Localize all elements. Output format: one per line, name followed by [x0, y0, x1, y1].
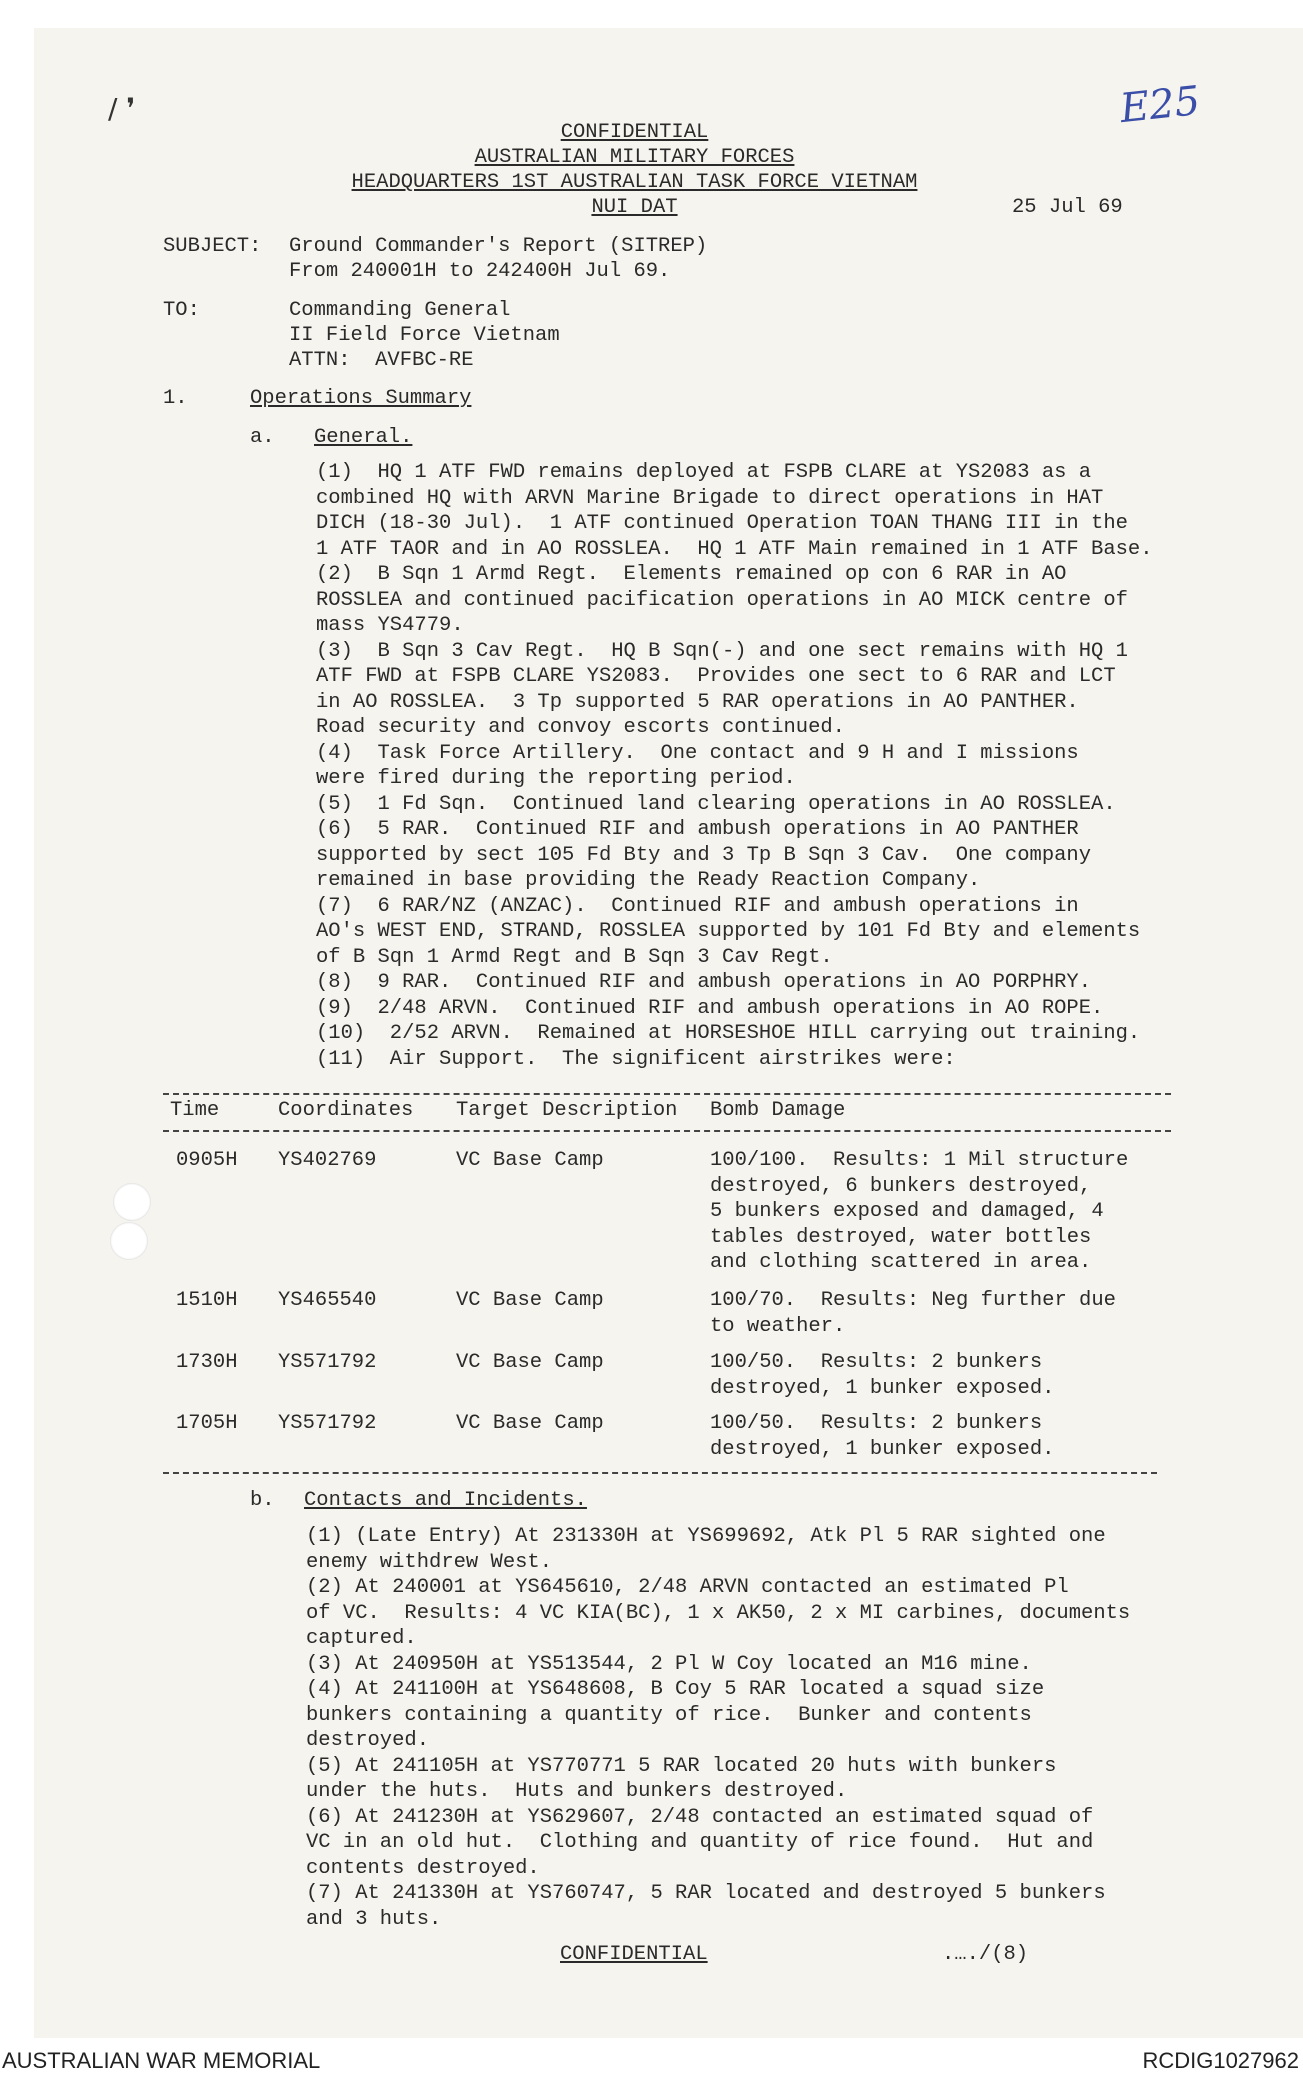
contacts-number: b. [250, 1489, 275, 1512]
cell-damage-line: 5 bunkers exposed and damaged, 4 [710, 1200, 1104, 1223]
general-title: General. [314, 426, 413, 449]
ink-mark: / ❜ [108, 92, 136, 125]
general-line: (8) 9 RAR. Continued RIF and ambush operations in AO PORPHRY. [316, 971, 1092, 994]
general-line: in AO ROSSLEA. 3 Tp supported 5 RAR operations in AO PANTHER. [316, 690, 1079, 714]
hq-name: HEADQUARTERS 1ST AUSTRALIAN TASK FORCE VIETNAM [351, 171, 918, 194]
table-header-rule [163, 1130, 1171, 1132]
general-line: (7) 6 RAR/NZ (ANZAC). Continued RIF and ambush operations in [316, 894, 1079, 918]
cell-coordinates: YS571792 [278, 1351, 377, 1374]
general-line: ATF FWD at FSPB CLARE YS2083. Provides one sect to 6 RAR and LCT [316, 665, 1116, 688]
contacts-line: (6) At 241230H at YS629607, 2/48 contacted an estimated squad of [306, 1805, 1094, 1829]
cell-target: VC Base Camp [456, 1412, 604, 1435]
to-label: TO: [163, 299, 200, 322]
cell-damage-line: destroyed, 1 bunker exposed. [710, 1437, 1055, 1461]
cell-damage-line: 100/100. Results: 1 Mil structure [710, 1149, 1129, 1172]
contacts-line: (1) (Late Entry) At 231330H at YS699692, Atk Pl 5 RAR sighted one [306, 1525, 1106, 1548]
contacts-line: (5) At 241105H at YS770771 5 RAR located 20 huts with bunkers [306, 1754, 1057, 1778]
continuation-marker: .…./(8) [942, 1943, 1029, 1966]
col-header-coordinates: Coordinates [278, 1099, 414, 1122]
subject-line-2: From 240001H to 242400H Jul 69. [289, 260, 671, 283]
general-line: combined HQ with ARVN Marine Brigade to direct operations in HAT [316, 486, 1104, 510]
contacts-line: enemy withdrew West. [306, 1550, 553, 1574]
general-line: mass YS4779. [316, 614, 464, 637]
table-bottom-rule [163, 1472, 1157, 1474]
cell-damage-line: 100/50. Results: 2 bunkers [710, 1412, 1043, 1435]
general-line: 1 ATF TAOR and in AO ROSSLEA. HQ 1 ATF Main remained in 1 ATF Base. [316, 537, 1153, 561]
general-line: were fired during the reporting period. [316, 767, 796, 790]
cell-time: 0905H [176, 1149, 238, 1172]
contacts-line: (4) At 241100H at YS648608, B Coy 5 RAR located a squad size [306, 1678, 1045, 1701]
general-line: (11) Air Support. The significent airstrikes were: [316, 1047, 956, 1071]
archive-id: RCDIG1027962 [1142, 2048, 1299, 2073]
contacts-line: (3) At 240950H at YS513544, 2 Pl W Coy located an M16 mine. [306, 1652, 1032, 1676]
cell-target: VC Base Camp [456, 1149, 604, 1172]
contacts-line: and 3 huts. [306, 1907, 442, 1931]
contacts-line: bunkers containing a quantity of rice. Bunker and contents [306, 1703, 1032, 1727]
general-line: Road security and convoy escorts continued. [316, 716, 845, 739]
cell-damage-line: destroyed, 1 bunker exposed. [710, 1376, 1055, 1400]
punch-hole-top [110, 1222, 148, 1260]
to-line-3: ATTN: AVFBC-RE [289, 349, 474, 372]
handwritten-reference: E25 [1117, 77, 1203, 133]
general-line: ROSSLEA and continued pacification operations in AO MICK centre of [316, 588, 1128, 612]
cell-damage-line: 100/50. Results: 2 bunkers [710, 1351, 1043, 1374]
section-title: Operations Summary [250, 387, 472, 410]
general-line: (3) B Sqn 3 Cav Regt. HQ B Sqn(-) and one sect remains with HQ 1 [316, 639, 1128, 663]
cell-time: 1730H [176, 1351, 238, 1374]
org-name: AUSTRALIAN MILITARY FORCES [474, 146, 795, 169]
contacts-line: (7) At 241330H at YS760747, 5 RAR located and destroyed 5 bunkers [306, 1882, 1106, 1905]
col-header-damage: Bomb Damage [710, 1099, 846, 1122]
contacts-line: destroyed. [306, 1729, 430, 1752]
general-line: (6) 5 RAR. Continued RIF and ambush operations in AO PANTHER [316, 818, 1079, 841]
classification-top: CONFIDENTIAL [560, 121, 709, 144]
general-line: DICH (18-30 Jul). 1 ATF continued Operation TOAN THANG III in the [316, 512, 1128, 535]
general-line: AO's WEST END, STRAND, ROSSLEA supported by 101 Fd Bty and elements [316, 920, 1141, 943]
contacts-line: captured. [306, 1627, 417, 1650]
cell-coordinates: YS465540 [278, 1289, 377, 1312]
cell-damage-line: destroyed, 6 bunkers destroyed, [710, 1174, 1092, 1198]
col-header-target: Target Description [456, 1099, 678, 1122]
cell-target: VC Base Camp [456, 1289, 604, 1312]
general-line: (10) 2/52 ARVN. Remained at HORSESHOE HILL carrying out training. [316, 1022, 1141, 1045]
to-line-1: Commanding General [289, 299, 511, 322]
subject-label: SUBJECT: [163, 235, 262, 258]
col-header-time: Time [170, 1099, 220, 1122]
table-top-rule [163, 1093, 1171, 1095]
cell-coordinates: YS571792 [278, 1412, 377, 1435]
general-line: (9) 2/48 ARVN. Continued RIF and ambush operations in AO ROPE. [316, 996, 1104, 1020]
contacts-line: VC in an old hut. Clothing and quantity of rice found. Hut and [306, 1831, 1094, 1854]
punch-hole-1 [113, 1183, 151, 1221]
section-number: 1. [163, 387, 188, 410]
contacts-line: under the huts. Huts and bunkers destroyed. [306, 1780, 848, 1803]
cell-time: 1705H [176, 1412, 238, 1435]
contacts-title: Contacts and Incidents. [304, 1489, 587, 1512]
general-line: (5) 1 Fd Sqn. Continued land clearing operations in AO ROSSLEA. [316, 792, 1116, 816]
contacts-line: of VC. Results: 4 VC KIA(BC), 1 x AK50, 2 x MI carbines, documents [306, 1601, 1131, 1625]
general-line: (4) Task Force Artillery. One contact and 9 H and I missions [316, 741, 1079, 765]
general-number: a. [250, 426, 275, 449]
general-line: supported by sect 105 Fd Bty and 3 Tp B Sqn 3 Cav. One company [316, 843, 1092, 867]
cell-target: VC Base Camp [456, 1351, 604, 1374]
cell-damage-line: tables destroyed, water bottles [710, 1225, 1092, 1249]
cell-damage-line: and clothing scattered in area. [710, 1251, 1092, 1274]
cell-damage-line: 100/70. Results: Neg further due [710, 1289, 1116, 1312]
cell-damage-line: to weather. [710, 1314, 846, 1338]
cell-time: 1510H [176, 1289, 238, 1312]
report-date: 25 Jul 69 [1012, 196, 1123, 219]
general-line: of B Sqn 1 Armd Regt and B Sqn 3 Cav Regt. [316, 945, 833, 969]
classification-bottom: CONFIDENTIAL [560, 1943, 708, 1966]
general-line: (2) B Sqn 1 Armd Regt. Elements remained op con 6 RAR in AO [316, 563, 1067, 586]
contacts-line: (2) At 240001 at YS645610, 2/48 ARVN contacted an estimated Pl [306, 1576, 1069, 1599]
general-line: (1) HQ 1 ATF FWD remains deployed at FSPB CLARE at YS2083 as a [316, 461, 1092, 484]
general-line: remained in base providing the Ready Reaction Company. [316, 869, 981, 892]
location: NUI DAT [591, 196, 678, 219]
cell-coordinates: YS402769 [278, 1149, 377, 1172]
to-line-2: II Field Force Vietnam [289, 324, 560, 347]
archive-credit: AUSTRALIAN WAR MEMORIAL [2, 2048, 321, 2073]
subject-line-1: Ground Commander's Report (SITREP) [289, 235, 708, 258]
contacts-line: contents destroyed. [306, 1856, 540, 1880]
